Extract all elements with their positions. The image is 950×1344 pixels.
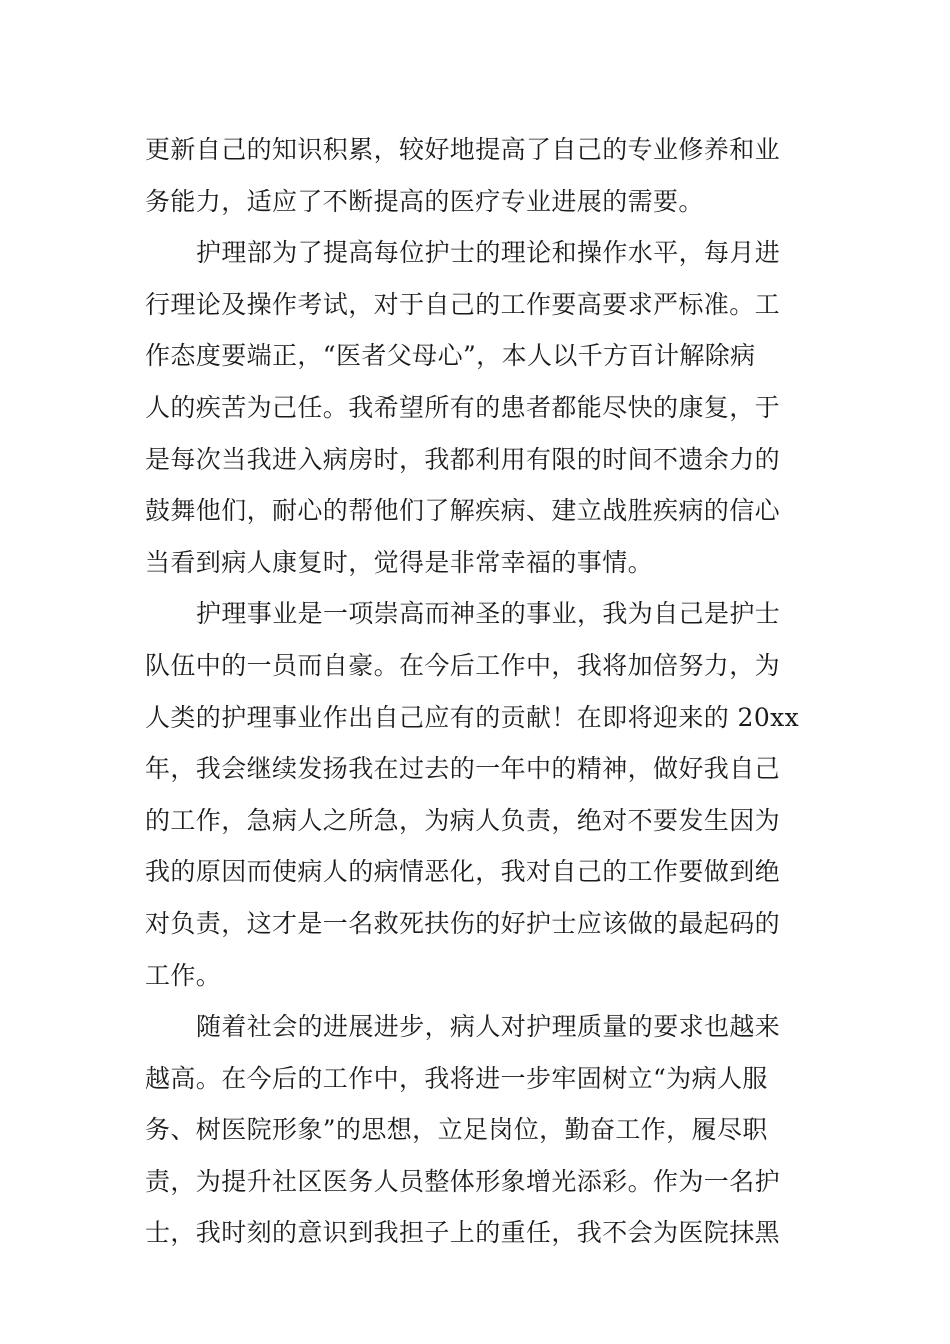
text-line: 人的疾苦为己任。我希望所有的患者都能尽快的康复，于 <box>145 392 781 422</box>
text-line: 责，为提升社区医务人员整体形象增光添彩。作为一名护 <box>145 1166 781 1196</box>
text-line: 我的原因而使病人的病情恶化，我对自己的工作要做到绝 <box>145 857 781 887</box>
text-line: 是每次当我进入病房时，我都利用有限的时间不遗余力的 <box>145 444 781 474</box>
text-line: 行理论及操作考试，对于自己的工作要高要求严标准。工 <box>145 289 781 319</box>
text-line: 作态度要端正，“医者父母心”，本人以千方百计解除病 <box>145 341 756 371</box>
text-line: 鼓舞他们，耐心的帮他们了解疾病、建立战胜疾病的信心 <box>145 496 781 526</box>
paragraph-first-line: 护理事业是一项崇高而神圣的事业，我为自己是护士 <box>196 599 781 629</box>
text-line: 的工作，急病人之所急，为病人负责，绝对不要发生因为 <box>145 805 781 835</box>
paragraph-first-line: 随着社会的进展进步，病人对护理质量的要求也越来 <box>196 1012 781 1042</box>
text-line: 年，我会继续发扬我在过去的一年中的精神，做好我自己 <box>145 754 781 784</box>
text-line: 当看到病人康复时，觉得是非常幸福的事情。 <box>145 547 654 577</box>
text-line: 人类的护理事业作出自己应有的贡献！在即将迎来的 20xx <box>145 702 800 732</box>
text-line: 务能力，适应了不断提高的医疗专业进展的需要。 <box>145 186 704 216</box>
text-line: 士，我时刻的意识到我担子上的重任，我不会为医院抹黑 <box>145 1218 781 1248</box>
paragraph-first-line: 护理部为了提高每位护士的理论和操作水平，每月进 <box>196 238 781 268</box>
text-line: 越高。在今后的工作中，我将进一步牢固树立“为病人服 <box>145 1063 768 1093</box>
document-body <box>145 124 810 1259</box>
text-line: 对负责，这才是一名救死扶伤的好护士应该做的最起码的 <box>145 908 781 938</box>
text-line: 工作。 <box>145 960 222 990</box>
text-line: 务、树医院形象”的思想，立足岗位，勤奋工作，履尽职 <box>145 1115 768 1145</box>
text-line: 更新自己的知识积累，较好地提高了自己的专业修养和业 <box>145 135 781 164</box>
text-line: 队伍中的一员而自豪。在今后工作中，我将加倍努力，为 <box>145 650 781 680</box>
